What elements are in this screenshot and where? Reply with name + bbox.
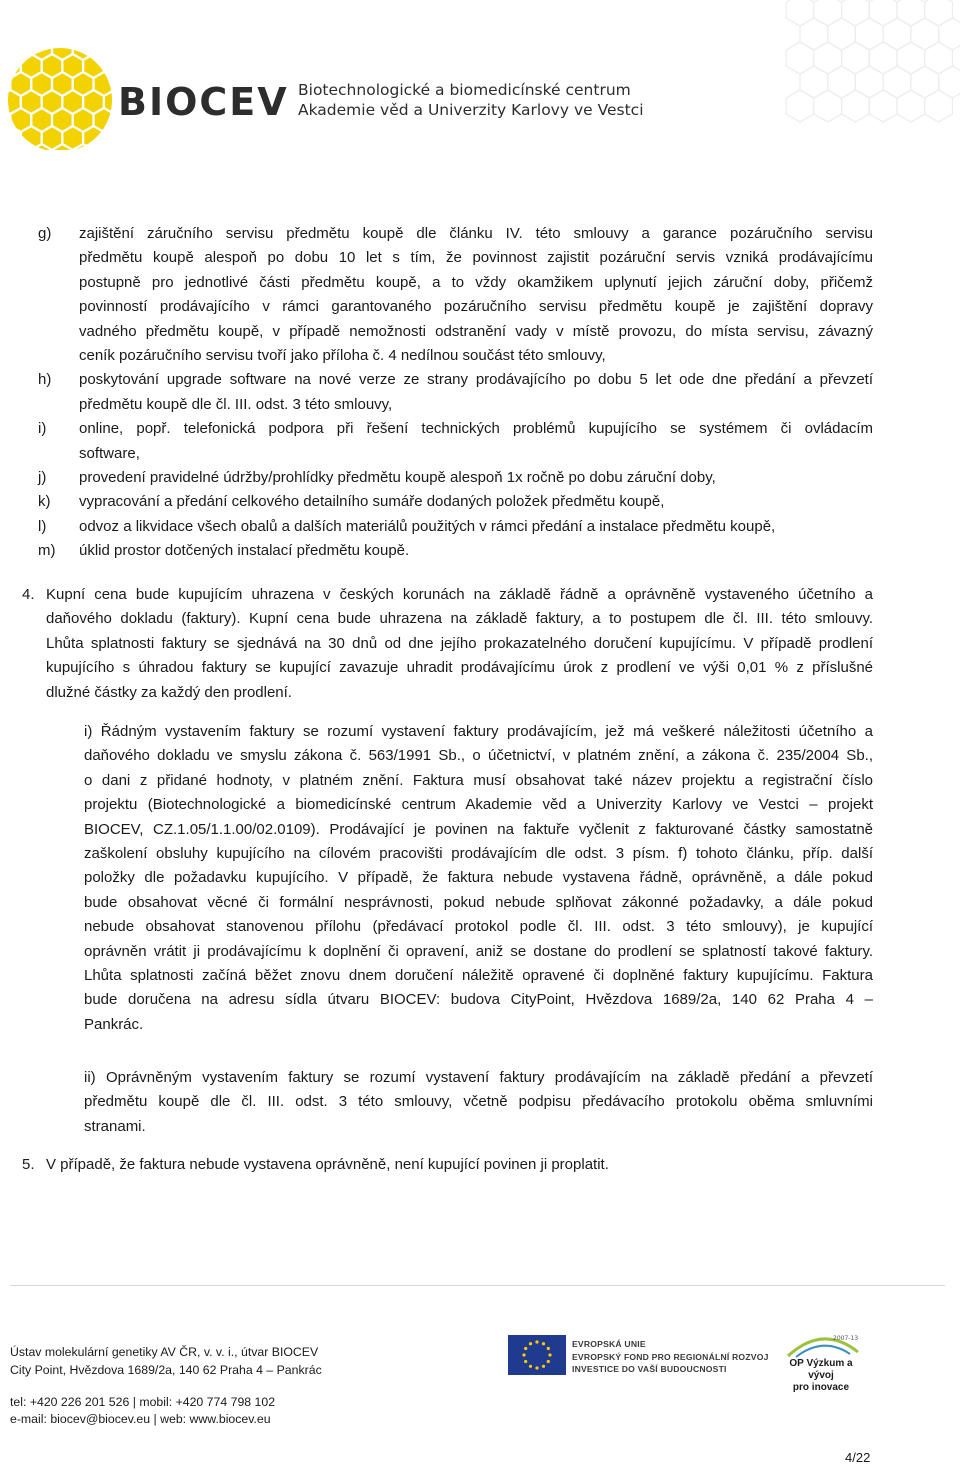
footer-org-line1: Ústav molekulární genetiky AV ČR, v. v. i., útvar BIOCEV [10,1345,319,1359]
text-line: vypracování a předání celkového detailního sumáře dodaných položek předmětu koupě, [79,493,665,511]
text-line: vadného předmětu koupě, v případě nemožnosti odstranění vady v místě provozu, do místa servisu, závazný [79,322,873,340]
text-line: provedení pravidelné údržby/prohlídky předmětu koupě alespoň 1x ročně po dobu záruční doby, [79,469,716,486]
text-line: ii) Oprávněným vystavením faktury se rozumí vystavení faktury prodávajícím na základě předání a převzetí [84,1069,873,1086]
text-line: postupně pro jednotlivé části předmětu koupě, a to vždy okamžikem uplynutí jejich záruční doby, přičemž [79,273,873,291]
list-item-label: m) [38,542,56,560]
text-line: oprávněn vrátit ji prodávajícímu k doplnění či opravení, aniž se dostane do prodlení se splatností takové faktury. [84,942,873,960]
footer-contact-line2: e-mail: biocev@biocev.eu | web: www.biocev.eu [10,1412,271,1426]
text-line: kupujícího s úhradou faktury se kupující zavazuje uhradit prodávajícímu úrok z prodlení ve výši 0,01 % z příslušné [46,659,873,677]
text-line: bude doručena na adresu sídla útvaru BIOCEV: budova CityPoint, Hvězdova 1689/2a, 140 62 Praha 4 – [84,991,873,1009]
paragraph-number: 4. [22,586,35,603]
page-number: 4/22 [845,1450,871,1465]
text-line: daňového dokladu (faktury). Kupní cena bude uhrazena na základě faktury, a to postupem dle čl. III. této smlouvy. [46,610,873,628]
op-text [786,1358,856,1394]
footer-contact-line1: tel: +420 226 201 526 | mobil: +420 774 798 102 [10,1395,276,1409]
text-line: předmětu koupě dle čl. III. odst. 3 této smlouvy, včetně podpisu předávacího protokolu oběma smluvními [84,1093,873,1111]
list-item-label: i) [38,420,47,438]
list-item-label: k) [38,493,51,511]
text-line: dlužné částky za každý den prodlení. [46,683,292,701]
text-line: odvoz a likvidace všech obalů a dalších materiálů použitých v rámci předání a instalace předmětu koupě, [79,517,776,535]
op-line1: OP Výzkum a vývoj [789,1358,853,1381]
text-line: Kupní cena bude kupujícím uhrazena v českých korunách na základě řádně a oprávněně vystaveného účetního a [46,586,873,603]
page-header [0,0,960,150]
footer-org-line2: City Point, Hvězdova 1689/2a, 140 62 Praha 4 – Pankrác [10,1363,322,1377]
list-item-label: j) [38,469,47,486]
op-line2: pro inovace [792,1382,850,1393]
header-hexagon-decoration [760,0,960,130]
footer-divider [10,1285,945,1286]
text-line: Lhůta splatnosti faktury se sjednává na 30 dnů od dne jejího prokazatelného doručení kupujícímu. V případě prodlení [46,634,873,652]
text-line: online, popř. telefonická podpora při řešení technických problémů kupujícího se systémem či ovládacím [79,420,873,438]
eu-line2: EVROPSKÝ FOND PRO REGIONÁLNÍ ROZVOJ [572,1351,769,1362]
eu-line3: INVESTICE DO VAŠÍ BUDOUCNOSTI [572,1364,727,1374]
eu-flag-icon [508,1335,566,1375]
text-line: poskytování upgrade software na nové verze ze strany prodávajícího po dobu 5 let ode dne předání a převzetí [79,371,873,389]
text-line: předmětu koupě alespoň po dobu 10 let s tím, že povinnost zajistit pozáruční servis vzniká prodávajícímu [79,249,873,267]
text-line: povinností prodávajícího v rámci garantovaného pozáručního servisu předmětu koupě je zajištění dopravy [79,298,873,316]
logo-subtitle [298,80,644,120]
text-line: daňového dokladu ve smyslu zákona č. 563/1991 Sb., o účetnictví, v platném znění, a zákona č. 235/2004 Sb., [84,747,873,765]
logo-wordmark: BIOCEV [118,80,289,124]
op-vavpi-logo [778,1330,868,1360]
text-line: BIOCEV, CZ.1.05/1.1.00/02.0109). Prodávající je povinen na faktuře vyčlenit z fakturované částky samostatně [84,820,873,838]
text-line: stranami. [84,1117,146,1135]
text-line: bude obsahovat věcné či formální nesprávnosti, pokud nebude splňovat zákonné požadavky, a dále pokud [84,893,873,911]
biocev-hexagon-logo [0,0,112,150]
list-item-label: h) [38,371,52,389]
text-line: V případě, že faktura nebude vystavena oprávněně, není kupující povinen ji proplatit. [46,1156,609,1173]
eu-line1: EVROPSKÁ UNIE [572,1339,646,1349]
text-line: Pankrác. [84,1015,144,1033]
text-line: i) Řádným vystavením faktury se rozumí vystavení faktury prodávajícím, jež má veškeré náležitosti účetního a [84,723,873,740]
text-line: projektu (Biotechnologické a biomedicínské centrum Akademie věd a Univerzity Karlovy ve Vestci – projekt [84,796,873,814]
text-line: položky dle požadavku kupujícího. V případě, že faktura nebude vystavena řádně, oprávněně, a dále pokud [84,869,873,887]
op-years: 2007-13 [833,1335,859,1342]
list-item-label: g) [38,225,52,242]
text-line: zajištění záručního servisu předmětu koupě dle článku IV. této smlouvy a garance pozáručního servisu [79,225,873,242]
text-line: o dani z přidané hodnoty, v platném znění. Faktura musí obsahovat také název projektu a registrační číslo [84,771,873,789]
paragraph-number: 5. [22,1156,35,1173]
text-line: předmětu koupě dle čl. III. odst. 3 této smlouvy, [79,395,393,413]
text-line: úklid prostor dotčených instalací předmětu koupě. [79,542,410,560]
text-line: ceník pozáručního servisu tvoří jako příloha č. 4 nedílnou součást této smlouvy, [79,347,606,364]
text-line: nebude obsahovat stanovenou přílohu (předávací protokol podle čl. III. odst. 3 této smlouvy), je kupující [84,918,873,936]
text-line: Lhůta splatnosti začíná běžet znovu dnem doručení náležitě opravené či doplněné faktury kupujícímu. Faktura [84,967,873,984]
text-line: zaškolení obsluhy kupujícího na cílovém pracovišti prodávajícím dle odst. 3 písm. f) tohoto článku, příp. další [84,845,873,862]
list-item-label: l) [38,517,47,535]
logo-subtitle-line1: Biotechnologické a biomedicínské centrum [298,81,631,99]
logo-subtitle-line2: Akademie věd a Univerzity Karlovy ve Vestci [298,101,644,119]
text-line: software, [79,444,140,462]
eu-fund-text [572,1338,769,1376]
